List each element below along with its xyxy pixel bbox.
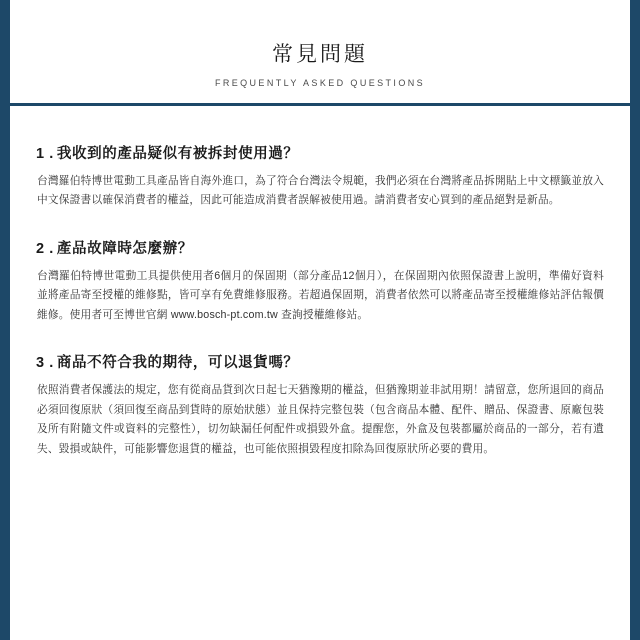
faq-item bbox=[36, 351, 604, 459]
faq-question-text: 產品故障時怎麼辦？ bbox=[56, 240, 193, 257]
page-header bbox=[10, 0, 630, 106]
faq-item bbox=[36, 142, 604, 211]
faq-item bbox=[36, 237, 604, 325]
faq-number: 3 . bbox=[36, 355, 54, 372]
page-title: 常見問題 bbox=[272, 43, 368, 66]
right-accent-bar bbox=[630, 0, 640, 640]
faq-question bbox=[36, 237, 604, 258]
faq-number: 2 . bbox=[36, 240, 54, 257]
faq-question bbox=[36, 142, 604, 163]
faq-list bbox=[10, 106, 630, 640]
left-accent-bar bbox=[0, 0, 10, 640]
faq-answer: 台灣羅伯特博世電動工具提供使用者6個月的保固期（部分產品12個月），在保固期內依照保證書上說明，準備好資料並將產品寄至授權的維修點，皆可享有免費維修服務。若超過保固期，消費者依然可以將產品寄至授權維修站評估報價維修。使用者可至博世官網 www.bosch-pt.com.tw 查詢授權維修站。 bbox=[37, 269, 604, 321]
page-subtitle: FREQUENTLY ASKED QUESTIONS bbox=[214, 78, 426, 89]
faq-question-text: 我收到的產品疑似有被拆封使用過？ bbox=[56, 146, 299, 162]
faq-answer: 依照消費者保護法的規定，您有從商品貨到次日起七天猶豫期的權益，但猶豫期並非試用期！請留意，您所退回的商品必須回復原狀（須回復至商品到貨時的原始狀態）並且保持完整包裝（包含商品本體、配件、贈品、保證書、原廠包裝及所有附隨文件或資料的完整性），切勿缺漏任何配件或損毀外盒。提醒您，外盒及包裝都屬於商品的一部分，若有遺失、毀損或缺件，可能影響您退貨的權益，也可能依照損毀程度扣除為回復原狀所必要的費用。 bbox=[37, 384, 604, 455]
faq-question-text: 商品不符合我的期待，可以退貨嗎？ bbox=[56, 355, 299, 372]
faq-question bbox=[36, 351, 604, 372]
faq-answer: 台灣羅伯特博世電動工具產品皆自海外進口，為了符合台灣法令規範，我們必須在台灣將產品拆開貼上中文標籤並放入中文保證書以確保消費者的權益，因此可能造成消費者誤解被使用過。請消費者安心買到的產品絕對是新品。 bbox=[37, 175, 604, 207]
faq-number: 1 . bbox=[36, 146, 54, 162]
